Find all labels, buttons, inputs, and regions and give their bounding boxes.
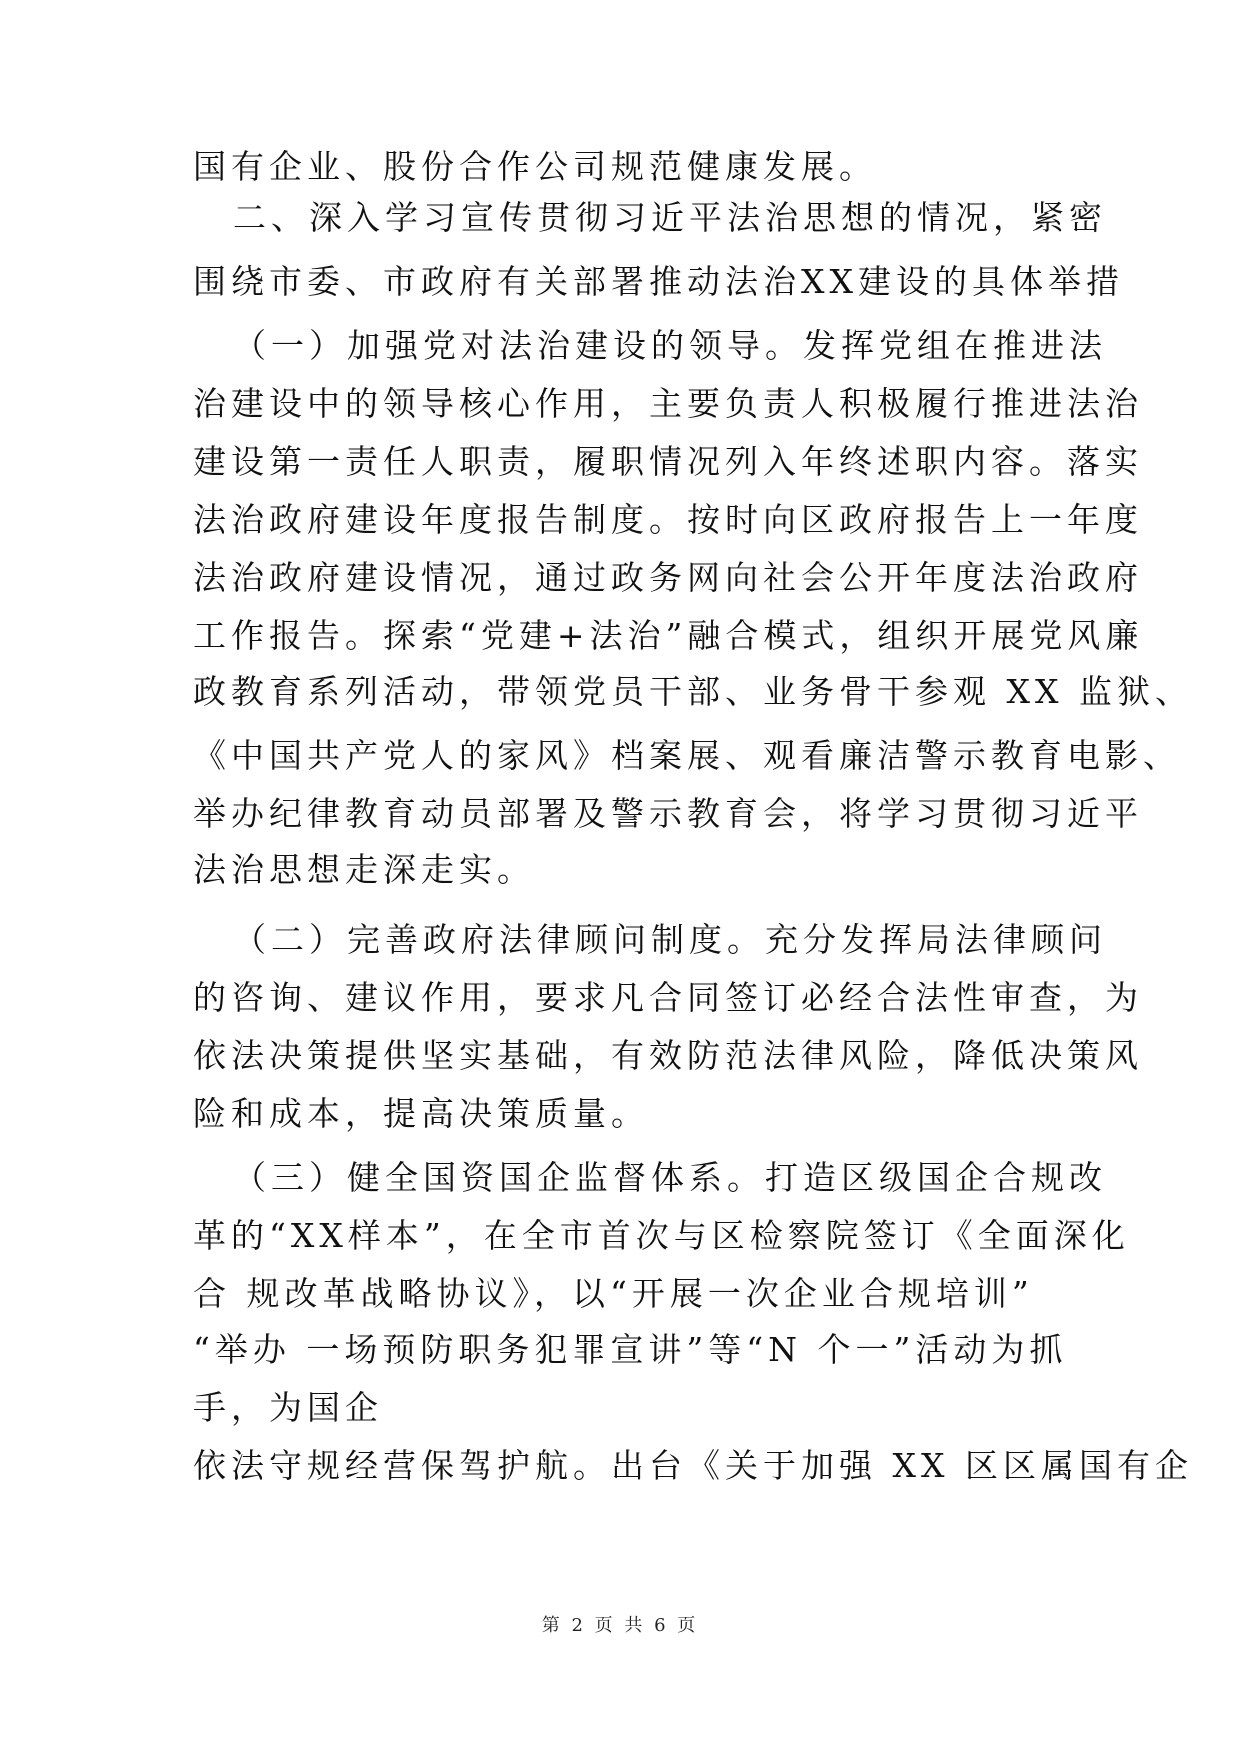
text-line: 合 规改革战略协议》，以“开展一次企业合规培训” xyxy=(193,1274,1034,1313)
text-line: 依法决策提供坚实基础，有效防范法律风险，降低决策风 xyxy=(193,1036,1143,1075)
text-line: 政教育系列活动，带领党员干部、业务骨干参观 XX 监狱、 xyxy=(193,672,1193,711)
text-line: 国有企业、股份合作公司规范健康发展。 xyxy=(193,147,877,186)
text-line: 革的“XX样本”，在全市首次与区检察院签订《全面深化 xyxy=(193,1216,1130,1255)
text-line: 治建设中的领导核心作用，主要负责人积极履行推进法治 xyxy=(193,384,1143,423)
text-line: （一）加强党对法治建设的领导。发挥党组在推进法 xyxy=(233,326,1107,365)
section-heading-line: 二、深入学习宣传贯彻习近平法治思想的情况，紧密 xyxy=(233,198,1107,237)
text-line: 的咨询、建议作用，要求凡合同签订必经合法性审查，为 xyxy=(193,978,1143,1017)
text-line: 依法守规经营保驾护航。出台《关于加强 XX 区区属国有企 xyxy=(193,1446,1193,1485)
text-line: 手，为国企 xyxy=(193,1388,383,1427)
text-line: 法治思想走深走实。 xyxy=(193,850,535,889)
text-line: 法治政府建设年度报告制度。按时向区政府报告上一年度 xyxy=(193,500,1143,539)
text-line: “举办 一场预防职务犯罪宣讲”等“N 个一”活动为抓 xyxy=(193,1330,1068,1369)
text-line: 险和成本，提高决策质量。 xyxy=(193,1094,649,1133)
section-heading-line: 围绕市委、市政府有关部署推动法治XX建设的具体举措 xyxy=(193,262,1124,301)
text-line: （二）完善政府法律顾问制度。充分发挥局法律顾问 xyxy=(233,920,1107,959)
page-number: 第 2 页 共 6 页 xyxy=(541,1615,699,1636)
text-line: 《中国共产党人的家风》档案展、观看廉洁警示教育电影、 xyxy=(193,736,1181,775)
text-line: （三）健全国资国企监督体系。打造区级国企合规改 xyxy=(233,1158,1107,1197)
text-line: 工作报告。探索“党建+法治”融合模式，组织开展党风廉 xyxy=(193,616,1144,655)
text-line: 举办纪律教育动员部署及警示教育会，将学习贯彻习近平 xyxy=(193,794,1143,833)
text-line: 建设第一责任人职责，履职情况列入年终述职内容。落实 xyxy=(193,442,1143,481)
text-line: 法治政府建设情况，通过政务网向社会公开年度法治政府 xyxy=(193,558,1143,597)
